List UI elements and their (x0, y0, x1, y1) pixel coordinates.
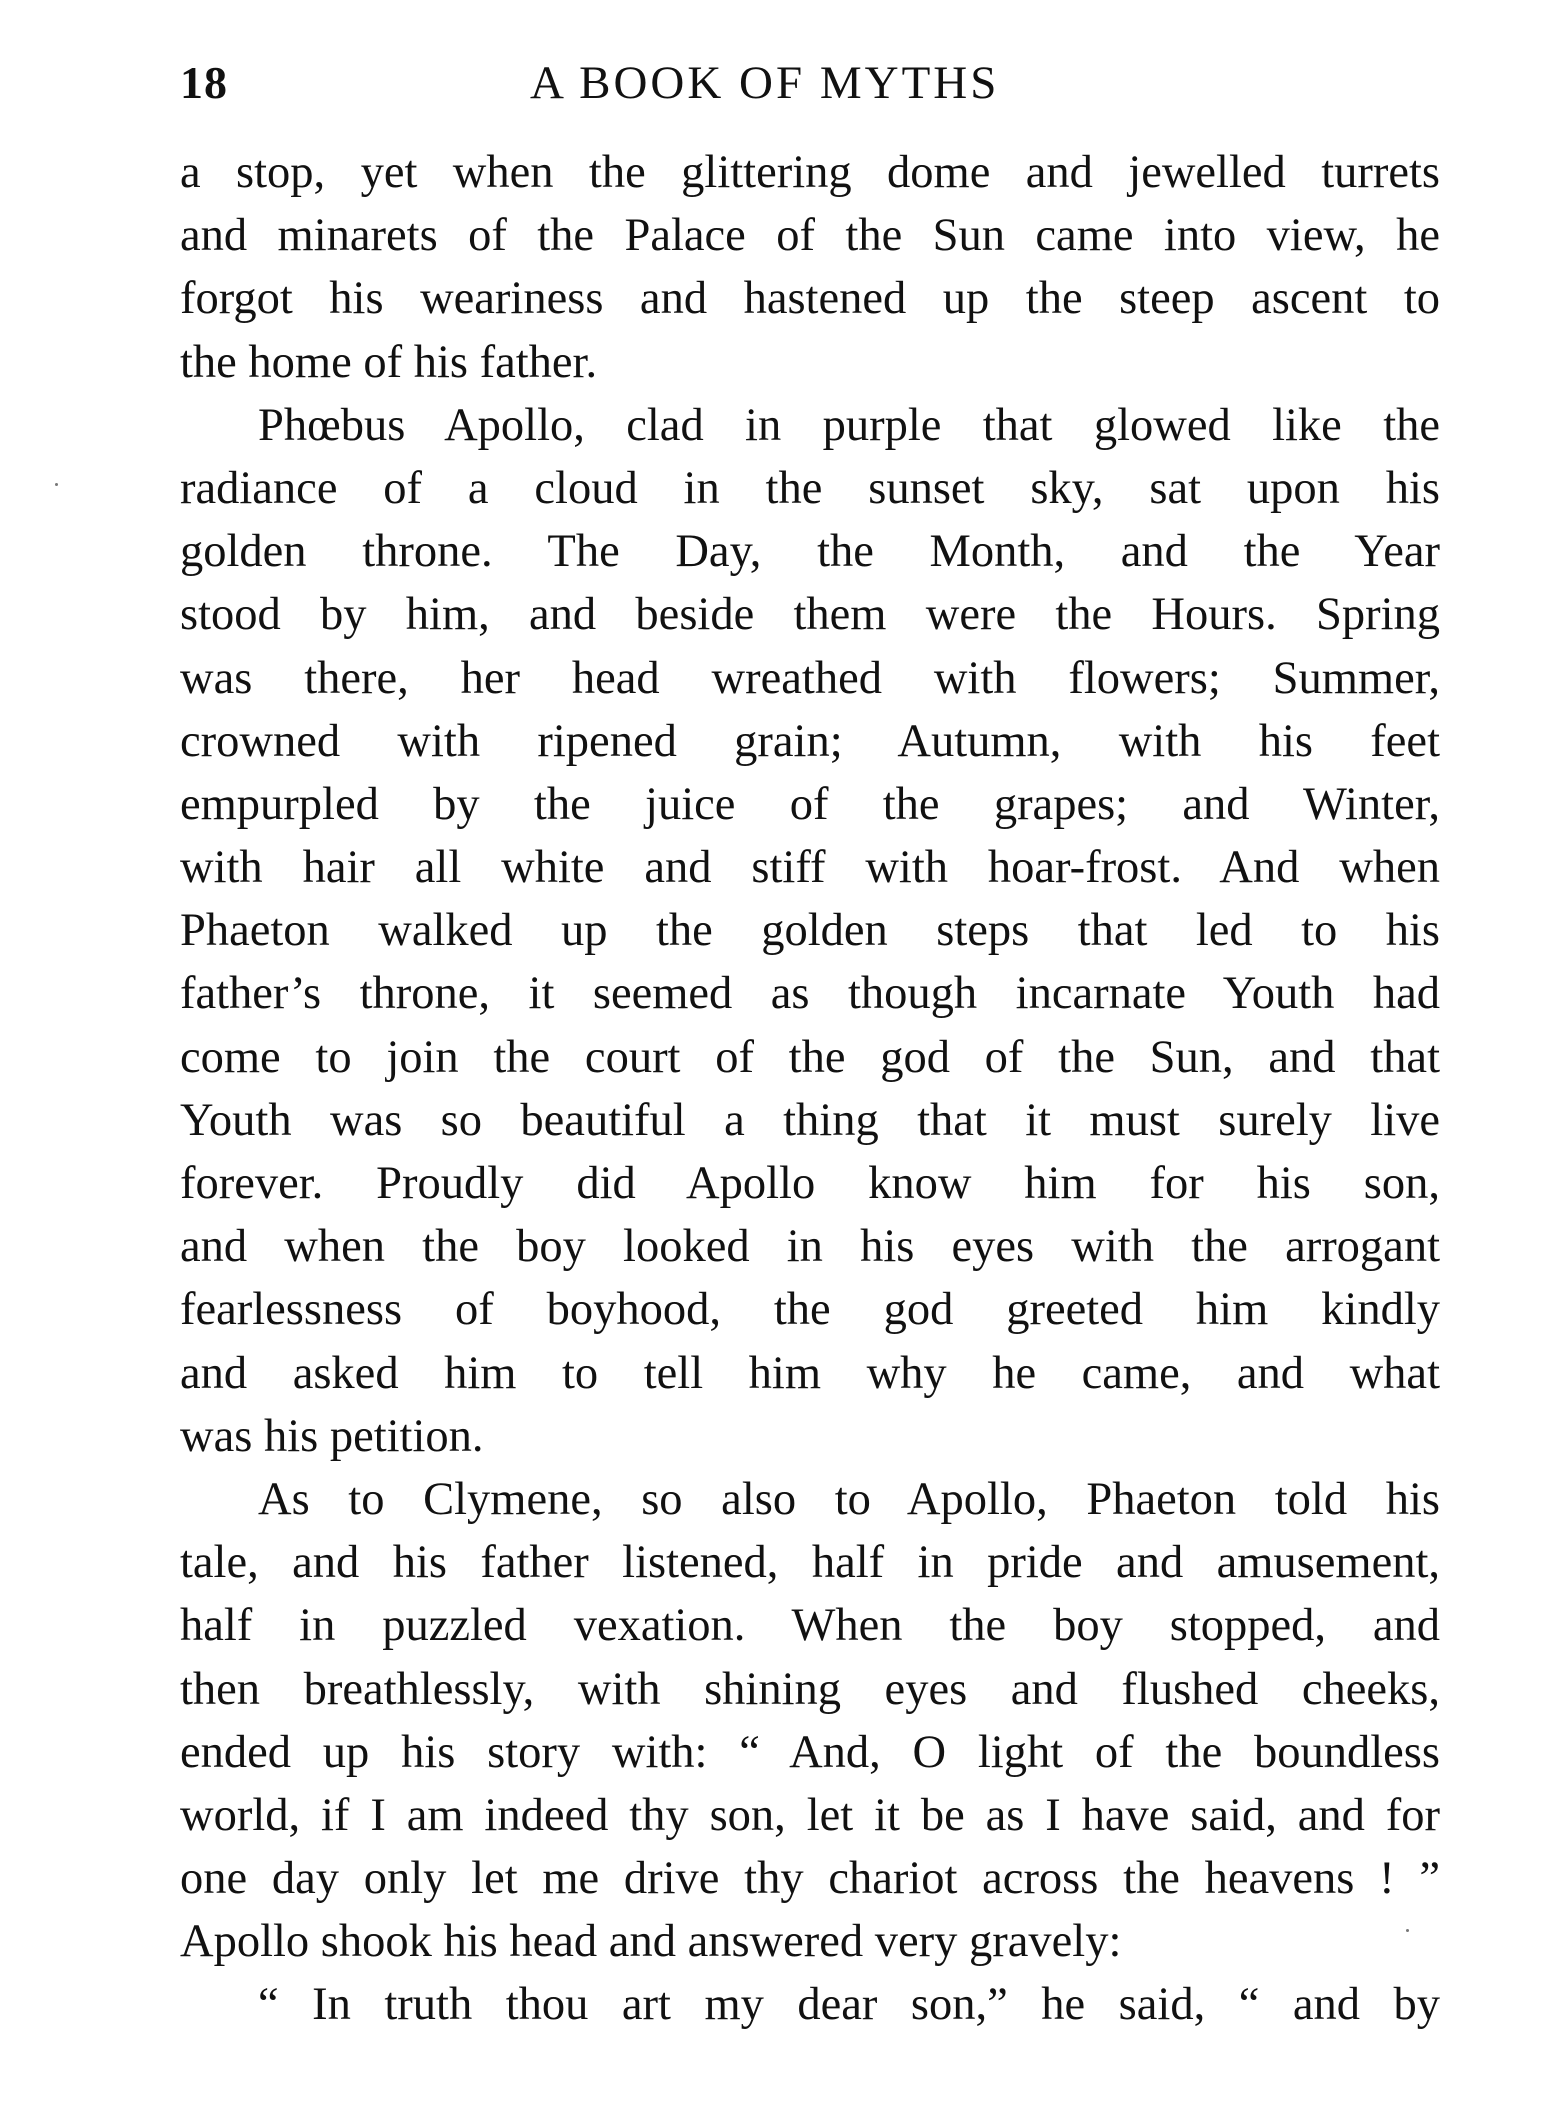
text-line: golden throne. The Day, the Month, and the Year (180, 526, 1440, 578)
text-line: forgot his weariness and hastened up the steep ascent to (180, 273, 1440, 325)
scan-speck (1406, 1929, 1409, 1932)
text-line: crowned with ripened grain; Autumn, with his feet (180, 715, 1440, 767)
text-line: tale, and his father listened, half in pride and amusement, (180, 1537, 1440, 1589)
text-line: the home of his father. (180, 336, 598, 388)
text-line: a stop, yet when the glittering dome and jewelled turrets (180, 147, 1440, 198)
body-text (180, 141, 1440, 2037)
text-line: Phaeton walked up the golden steps that led to his (180, 905, 1440, 957)
text-line: radiance of a cloud in the sunset sky, sat upon his (180, 462, 1440, 514)
text-line: come to join the court of the god of the Sun, and that (180, 1031, 1440, 1083)
text-line: then breathlessly, with shining eyes and flushed cheeks, (180, 1663, 1440, 1715)
page-number: 18 (180, 57, 228, 108)
text-line: was his petition. (180, 1410, 484, 1462)
text-line: and minarets of the Palace of the Sun came into view, he (180, 210, 1440, 262)
text-line: Youth was so beautiful a thing that it must surely live (180, 1094, 1440, 1146)
text-line: forever. Proudly did Apollo know him for his son, (180, 1158, 1440, 1209)
text-line: Phœbus Apollo, clad in purple that glowed like the (258, 399, 1440, 451)
text-line: ended up his story with: “ And, O light of the boundless (180, 1726, 1440, 1778)
text-line: and asked him to tell him why he came, and what (180, 1347, 1440, 1399)
page-header (180, 48, 1440, 118)
text-line: half in puzzled vexation. When the boy stopped, and (180, 1600, 1440, 1652)
text-line: empurpled by the juice of the grapes; and Winter, (180, 778, 1440, 830)
text-line: was there, her head wreathed with flowers; Summer, (180, 652, 1440, 704)
text-line: one day only let me drive thy chariot across the heavens ! ” (180, 1853, 1440, 1905)
scan-speck (55, 483, 58, 486)
text-line: As to Clymene, so also to Apollo, Phaeton told his (258, 1473, 1440, 1525)
text-line: with hair all white and stiff with hoar-frost. And when (180, 842, 1440, 894)
text-line: world, if I am indeed thy son, let it be as I have said, and for (180, 1789, 1440, 1841)
text-line: “ In truth thou art my dear son,” he said, “ and by (258, 1979, 1440, 2031)
text-line: stood by him, and beside them were the Hours. Spring (180, 589, 1440, 641)
text-line: and when the boy looked in his eyes with the arrogant (180, 1221, 1440, 1273)
text-line: father’s throne, it seemed as though incarnate Youth had (180, 968, 1440, 1020)
text-line: Apollo shook his head and answered very gravely: (180, 1916, 1122, 1968)
running-head: A BOOK OF MYTHS (530, 57, 1000, 109)
text-line: fearlessness of boyhood, the god greeted him kindly (180, 1284, 1440, 1336)
